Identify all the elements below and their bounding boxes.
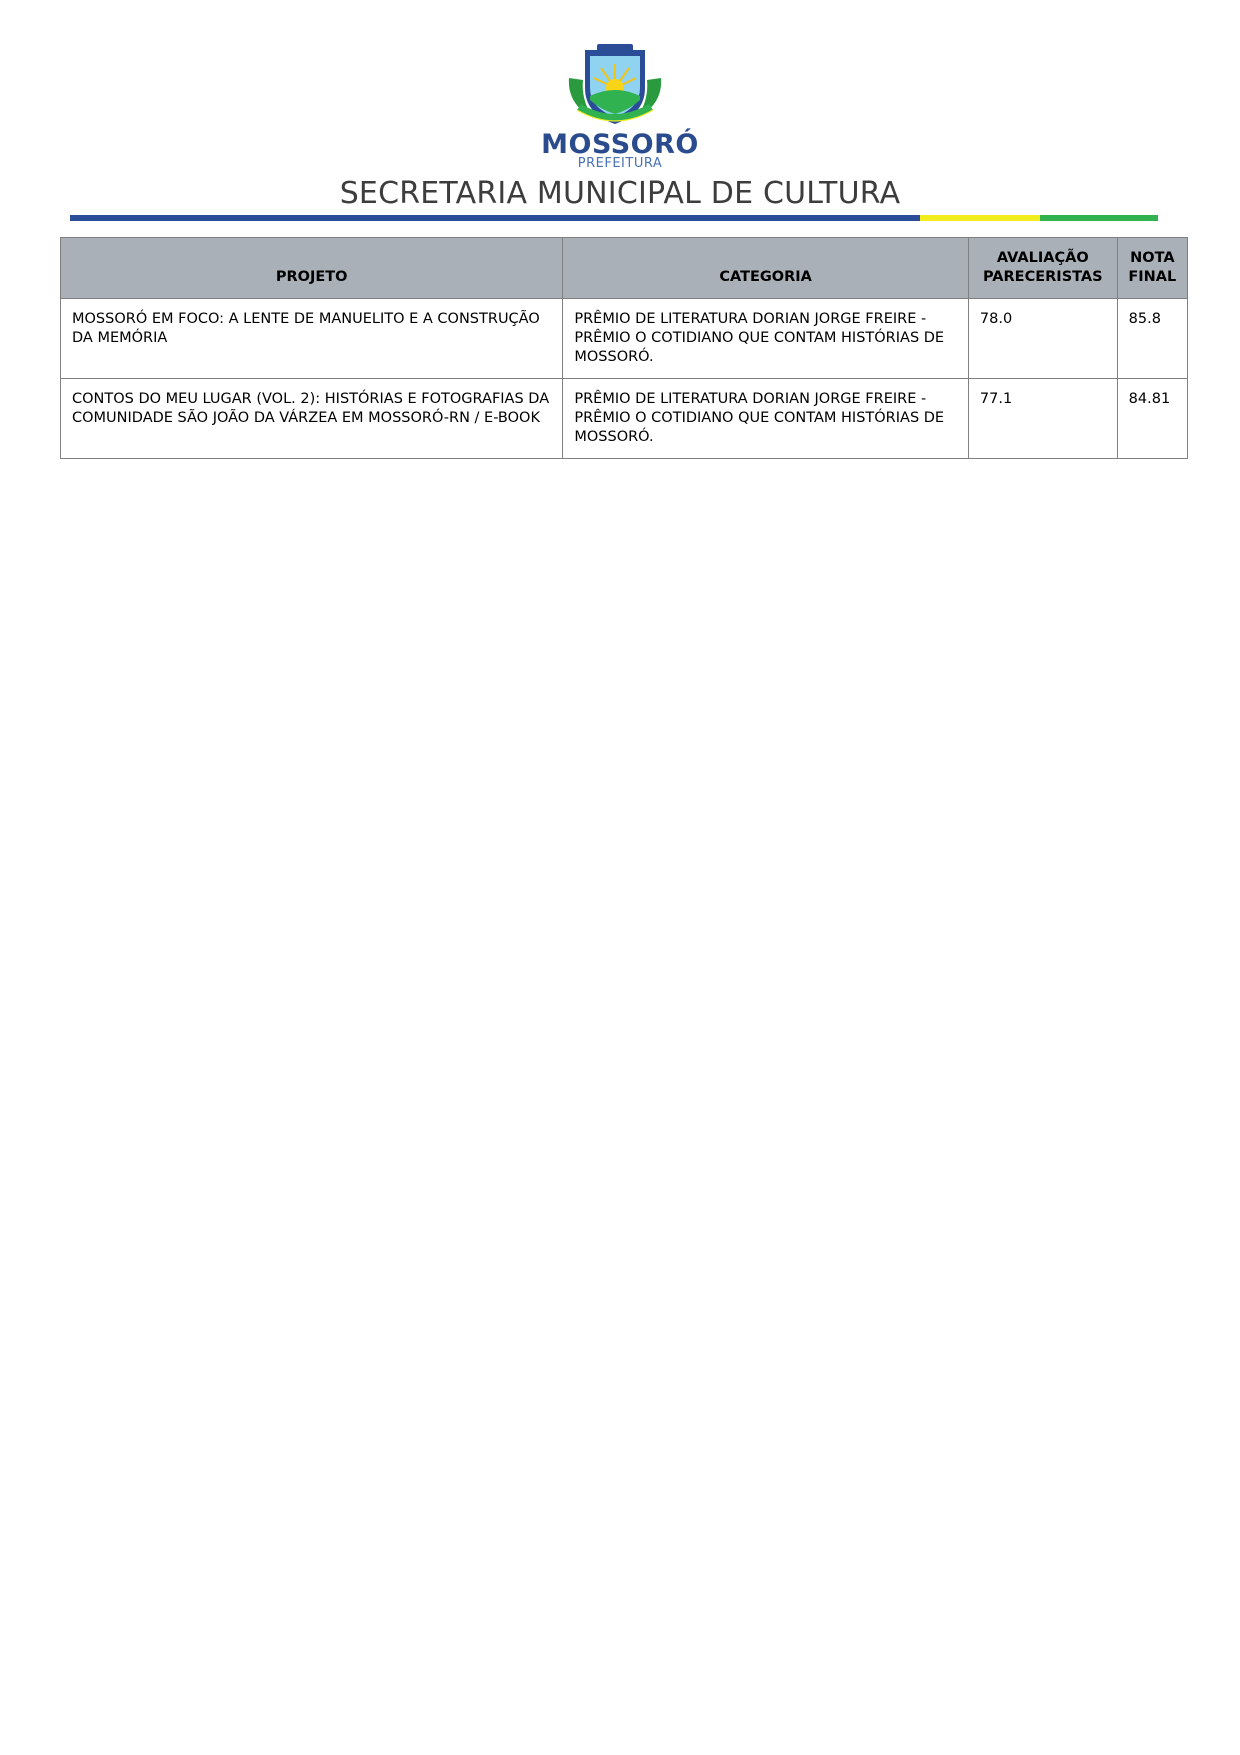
- brand-name: MOSSORÓ: [541, 129, 699, 160]
- mossoro-city-crest-icon: [563, 44, 667, 128]
- department-title: SECRETARIA MUNICIPAL DE CULTURA: [339, 176, 901, 211]
- stripe-blue: [70, 215, 920, 221]
- page-header: [0, 0, 1240, 230]
- column-header-nota-final: NOTA FINAL: [1117, 238, 1187, 299]
- cell-projeto: CONTOS DO MEU LUGAR (VOL. 2): HISTÓRIAS E FOTOGRAFIAS DA COMUNIDADE SÃO JOÃO DA VÁRZEA EM MOSSORÓ-RN / E-BOOK: [61, 379, 563, 459]
- cell-categoria: PRÊMIO DE LITERATURA DORIAN JORGE FREIRE - PRÊMIO O COTIDIANO QUE CONTAM HISTÓRIAS DE MOSSORÓ.: [563, 299, 969, 379]
- column-header-categoria: CATEGORIA: [563, 238, 969, 299]
- stripe-yellow: [920, 215, 1040, 221]
- cell-avaliacao: 78.0: [968, 299, 1117, 379]
- header-color-stripe: [70, 215, 1158, 221]
- cell-avaliacao: 77.1: [968, 379, 1117, 459]
- cell-nota-final: 84.81: [1117, 379, 1187, 459]
- table-row: [61, 379, 1188, 459]
- column-header-avaliacao: AVALIAÇÃO PARECERISTAS: [968, 238, 1117, 299]
- cell-categoria: PRÊMIO DE LITERATURA DORIAN JORGE FREIRE - PRÊMIO O COTIDIANO QUE CONTAM HISTÓRIAS DE MOSSORÓ.: [563, 379, 969, 459]
- table-row: [61, 299, 1188, 379]
- column-header-projeto: PROJETO: [61, 238, 563, 299]
- cell-projeto: MOSSORÓ EM FOCO: A LENTE DE MANUELITO E A CONSTRUÇÃO DA MEMÓRIA: [61, 299, 563, 379]
- stripe-green: [1040, 215, 1158, 221]
- brand-subtitle: PREFEITURA: [577, 156, 663, 171]
- results-table: [60, 237, 1188, 459]
- cell-nota-final: 85.8: [1117, 299, 1187, 379]
- table-header-row: [61, 238, 1188, 299]
